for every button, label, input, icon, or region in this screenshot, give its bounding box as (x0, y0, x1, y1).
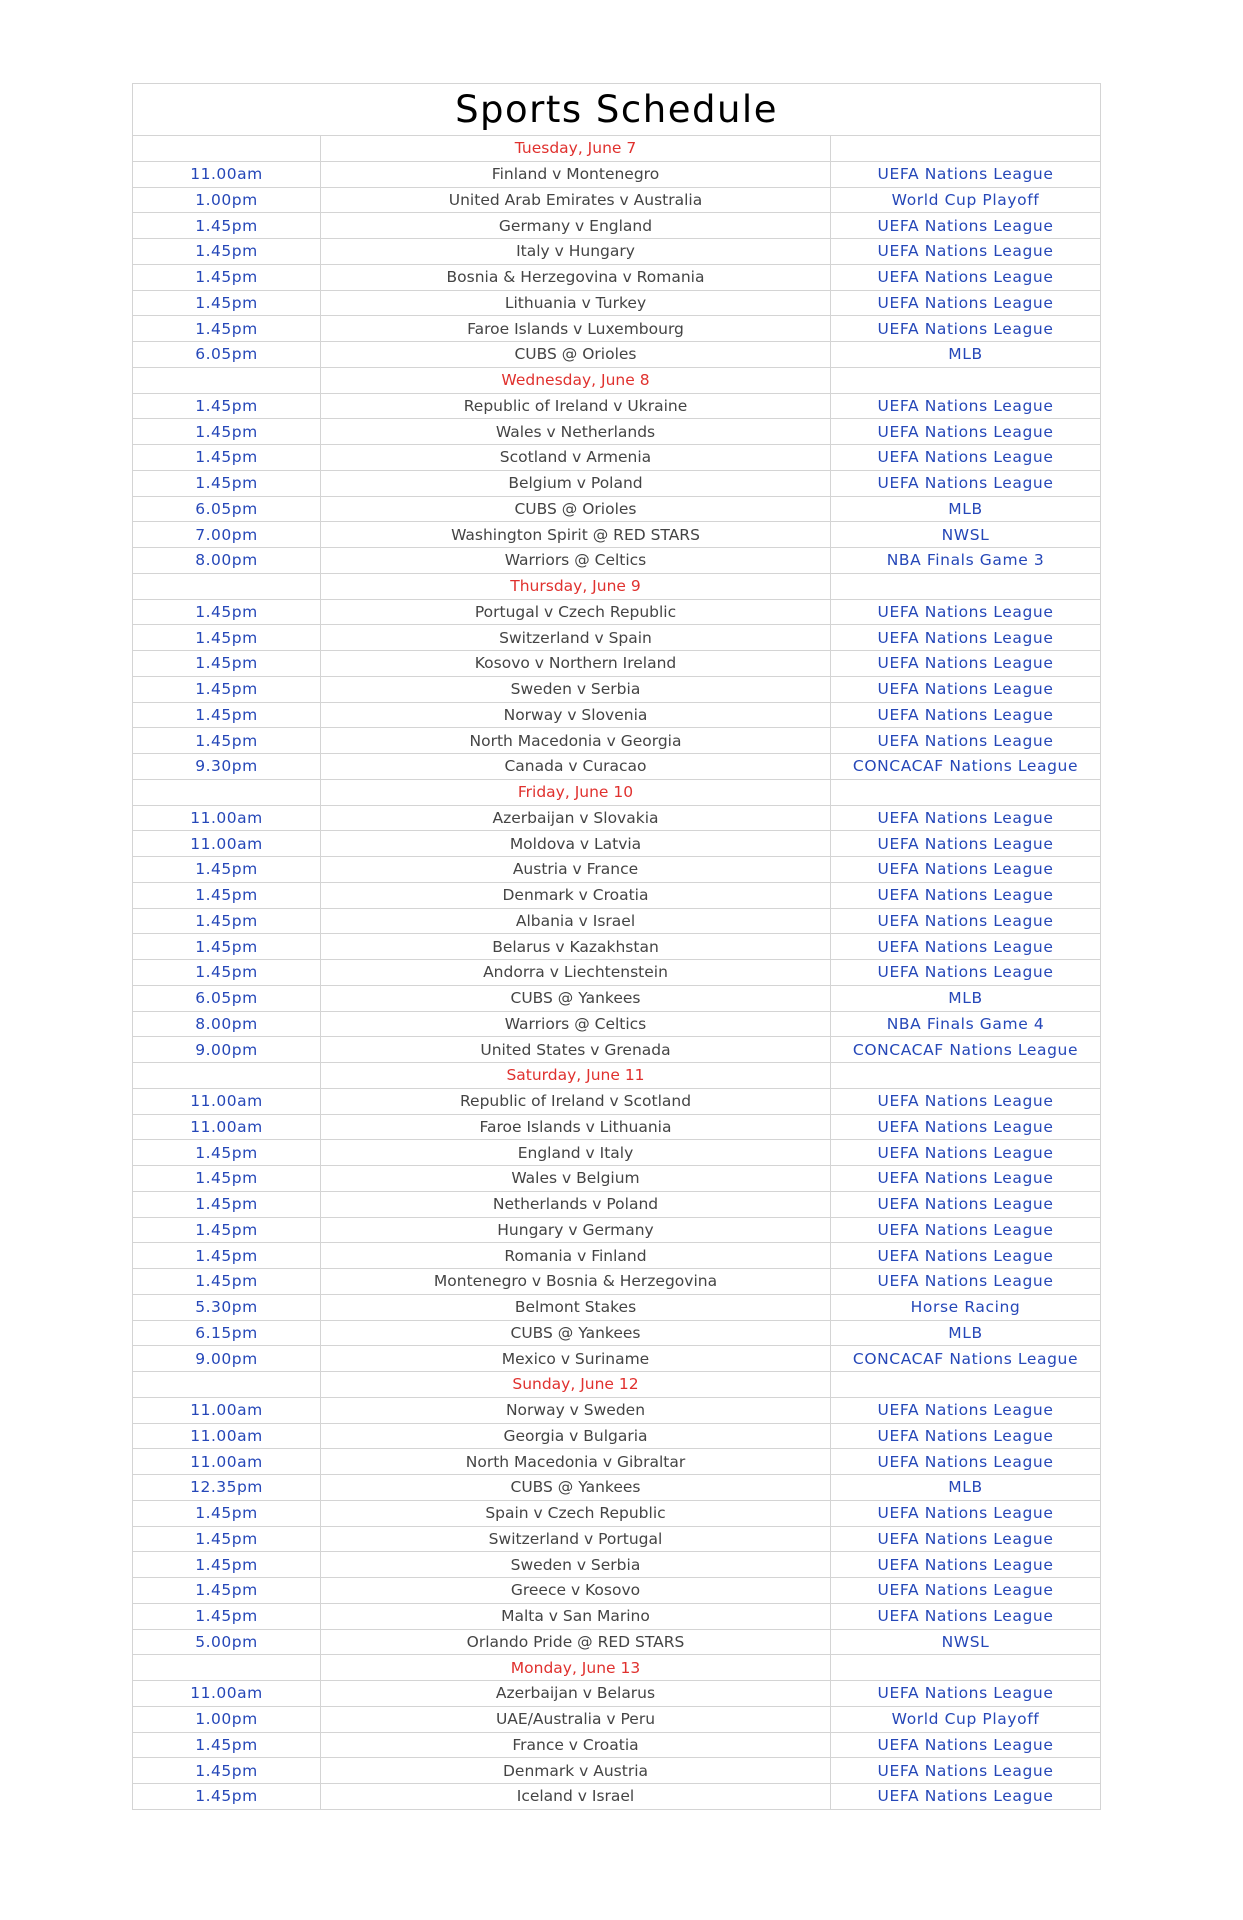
game-time: 1.45pm (133, 1191, 321, 1217)
game-row (133, 393, 1101, 419)
game-row (133, 934, 1101, 960)
game-competition: UEFA Nations League (831, 1166, 1101, 1192)
game-time: 11.00am (133, 1088, 321, 1114)
game-time: 1.45pm (133, 1166, 321, 1192)
game-row (133, 1732, 1101, 1758)
game-time: 1.45pm (133, 1526, 321, 1552)
game-matchup: Azerbaijan v Belarus (321, 1681, 831, 1707)
game-row (133, 754, 1101, 780)
game-matchup: CUBS @ Orioles (321, 496, 831, 522)
game-matchup: United Arab Emirates v Australia (321, 187, 831, 213)
game-time: 1.00pm (133, 187, 321, 213)
date-row (133, 136, 1101, 162)
game-time: 1.45pm (133, 1217, 321, 1243)
game-matchup: England v Italy (321, 1140, 831, 1166)
empty-cell (831, 573, 1101, 599)
date-row (133, 367, 1101, 393)
game-matchup: Finland v Montenegro (321, 161, 831, 187)
game-row (133, 1475, 1101, 1501)
game-time: 9.00pm (133, 1037, 321, 1063)
game-time: 1.45pm (133, 1578, 321, 1604)
game-competition: UEFA Nations League (831, 1552, 1101, 1578)
date-heading: Sunday, June 12 (321, 1372, 831, 1398)
game-matchup: CUBS @ Yankees (321, 1475, 831, 1501)
game-competition: MLB (831, 1320, 1101, 1346)
empty-cell (831, 1655, 1101, 1681)
game-matchup: Portugal v Czech Republic (321, 599, 831, 625)
game-competition: UEFA Nations League (831, 1088, 1101, 1114)
game-row (133, 728, 1101, 754)
game-row (133, 213, 1101, 239)
game-time: 7.00pm (133, 522, 321, 548)
game-matchup: Montenegro v Bosnia & Herzegovina (321, 1269, 831, 1295)
game-competition: CONCACAF Nations League (831, 1346, 1101, 1372)
game-matchup: Sweden v Serbia (321, 676, 831, 702)
game-matchup: CUBS @ Orioles (321, 342, 831, 368)
game-row (133, 1346, 1101, 1372)
game-time: 12.35pm (133, 1475, 321, 1501)
game-time: 11.00am (133, 805, 321, 831)
game-competition: UEFA Nations League (831, 1681, 1101, 1707)
game-time: 1.45pm (133, 960, 321, 986)
game-row (133, 342, 1101, 368)
game-matchup: Lithuania v Turkey (321, 290, 831, 316)
game-competition: UEFA Nations League (831, 934, 1101, 960)
game-competition: UEFA Nations League (831, 908, 1101, 934)
game-competition: CONCACAF Nations League (831, 1037, 1101, 1063)
game-time: 1.45pm (133, 1269, 321, 1295)
game-row (133, 161, 1101, 187)
game-competition: NBA Finals Game 4 (831, 1011, 1101, 1037)
game-row (133, 676, 1101, 702)
game-row (133, 831, 1101, 857)
game-time: 1.45pm (133, 728, 321, 754)
game-matchup: Canada v Curacao (321, 754, 831, 780)
game-row (133, 805, 1101, 831)
game-competition: CONCACAF Nations League (831, 754, 1101, 780)
game-matchup: Faroe Islands v Lithuania (321, 1114, 831, 1140)
game-matchup: Kosovo v Northern Ireland (321, 651, 831, 677)
game-row (133, 1088, 1101, 1114)
game-competition: UEFA Nations League (831, 445, 1101, 471)
game-matchup: France v Croatia (321, 1732, 831, 1758)
game-competition: UEFA Nations League (831, 264, 1101, 290)
date-heading: Saturday, June 11 (321, 1063, 831, 1089)
game-matchup: Norway v Slovenia (321, 702, 831, 728)
game-row (133, 548, 1101, 574)
game-competition: UEFA Nations League (831, 1578, 1101, 1604)
date-heading: Monday, June 13 (321, 1655, 831, 1681)
game-matchup: Albania v Israel (321, 908, 831, 934)
game-time: 1.45pm (133, 1758, 321, 1784)
empty-cell (831, 1063, 1101, 1089)
game-matchup: Faroe Islands v Luxembourg (321, 316, 831, 342)
game-row (133, 1037, 1101, 1063)
game-competition: UEFA Nations League (831, 1603, 1101, 1629)
game-competition: UEFA Nations League (831, 1191, 1101, 1217)
date-row (133, 573, 1101, 599)
game-competition: UEFA Nations League (831, 1500, 1101, 1526)
game-time: 1.45pm (133, 1732, 321, 1758)
game-matchup: North Macedonia v Gibraltar (321, 1449, 831, 1475)
game-competition: UEFA Nations League (831, 316, 1101, 342)
game-time: 1.45pm (133, 213, 321, 239)
game-row (133, 1243, 1101, 1269)
game-time: 1.45pm (133, 1603, 321, 1629)
game-competition: UEFA Nations League (831, 161, 1101, 187)
game-time: 1.45pm (133, 1500, 321, 1526)
game-time: 8.00pm (133, 548, 321, 574)
game-competition: UEFA Nations League (831, 393, 1101, 419)
empty-cell (133, 136, 321, 162)
game-row (133, 1217, 1101, 1243)
game-time: 1.45pm (133, 264, 321, 290)
game-time: 1.45pm (133, 599, 321, 625)
game-matchup: Wales v Belgium (321, 1166, 831, 1192)
game-time: 6.05pm (133, 985, 321, 1011)
game-competition: NBA Finals Game 3 (831, 548, 1101, 574)
game-matchup: Wales v Netherlands (321, 419, 831, 445)
game-matchup: Norway v Sweden (321, 1397, 831, 1423)
empty-cell (133, 1655, 321, 1681)
game-time: 9.00pm (133, 1346, 321, 1372)
empty-cell (831, 367, 1101, 393)
date-row (133, 1372, 1101, 1398)
game-time: 11.00am (133, 1423, 321, 1449)
empty-cell (831, 779, 1101, 805)
game-matchup: Mexico v Suriname (321, 1346, 831, 1372)
game-row (133, 1449, 1101, 1475)
empty-cell (133, 1063, 321, 1089)
game-row (133, 1269, 1101, 1295)
game-time: 1.45pm (133, 470, 321, 496)
game-time: 1.45pm (133, 908, 321, 934)
game-time: 1.45pm (133, 1552, 321, 1578)
game-competition: UEFA Nations League (831, 1217, 1101, 1243)
game-competition: UEFA Nations League (831, 625, 1101, 651)
game-matchup: Austria v France (321, 857, 831, 883)
game-row (133, 651, 1101, 677)
game-row (133, 1629, 1101, 1655)
game-time: 6.15pm (133, 1320, 321, 1346)
game-competition: MLB (831, 985, 1101, 1011)
game-row (133, 908, 1101, 934)
game-time: 5.30pm (133, 1294, 321, 1320)
game-row (133, 985, 1101, 1011)
game-matchup: Andorra v Liechtenstein (321, 960, 831, 986)
game-matchup: North Macedonia v Georgia (321, 728, 831, 754)
game-time: 1.45pm (133, 651, 321, 677)
date-heading: Thursday, June 9 (321, 573, 831, 599)
game-time: 1.45pm (133, 316, 321, 342)
game-row (133, 1320, 1101, 1346)
game-time: 11.00am (133, 161, 321, 187)
game-competition: UEFA Nations League (831, 960, 1101, 986)
game-row (133, 290, 1101, 316)
game-row (133, 1140, 1101, 1166)
game-time: 1.45pm (133, 1784, 321, 1810)
game-row (133, 445, 1101, 471)
game-row (133, 316, 1101, 342)
game-competition: UEFA Nations League (831, 1758, 1101, 1784)
game-row (133, 419, 1101, 445)
game-matchup: Belmont Stakes (321, 1294, 831, 1320)
game-time: 1.45pm (133, 419, 321, 445)
empty-cell (831, 136, 1101, 162)
game-time: 11.00am (133, 1397, 321, 1423)
game-row (133, 522, 1101, 548)
game-row (133, 1166, 1101, 1192)
game-competition: UEFA Nations League (831, 857, 1101, 883)
game-matchup: Germany v England (321, 213, 831, 239)
game-matchup: Malta v San Marino (321, 1603, 831, 1629)
game-competition: UEFA Nations League (831, 213, 1101, 239)
game-time: 11.00am (133, 1449, 321, 1475)
game-matchup: Republic of Ireland v Ukraine (321, 393, 831, 419)
date-row (133, 1063, 1101, 1089)
date-row (133, 1655, 1101, 1681)
game-matchup: Switzerland v Spain (321, 625, 831, 651)
game-row (133, 960, 1101, 986)
game-competition: UEFA Nations League (831, 1784, 1101, 1810)
game-time: 9.30pm (133, 754, 321, 780)
game-matchup: Sweden v Serbia (321, 1552, 831, 1578)
game-time: 1.45pm (133, 290, 321, 316)
game-competition: MLB (831, 1475, 1101, 1501)
empty-cell (133, 1372, 321, 1398)
game-matchup: United States v Grenada (321, 1037, 831, 1063)
game-row (133, 1603, 1101, 1629)
game-row (133, 187, 1101, 213)
game-row (133, 882, 1101, 908)
game-time: 8.00pm (133, 1011, 321, 1037)
game-competition: World Cup Playoff (831, 187, 1101, 213)
game-row (133, 599, 1101, 625)
game-row (133, 1526, 1101, 1552)
game-competition: UEFA Nations League (831, 805, 1101, 831)
game-competition: UEFA Nations League (831, 1526, 1101, 1552)
game-competition: UEFA Nations League (831, 419, 1101, 445)
game-row (133, 1578, 1101, 1604)
game-matchup: Hungary v Germany (321, 1217, 831, 1243)
game-row (133, 1552, 1101, 1578)
game-matchup: Azerbaijan v Slovakia (321, 805, 831, 831)
game-row (133, 1500, 1101, 1526)
game-time: 1.45pm (133, 1243, 321, 1269)
game-competition: NWSL (831, 1629, 1101, 1655)
game-competition: UEFA Nations League (831, 1269, 1101, 1295)
game-competition: Horse Racing (831, 1294, 1101, 1320)
game-time: 11.00am (133, 1114, 321, 1140)
game-competition: UEFA Nations League (831, 1732, 1101, 1758)
game-competition: UEFA Nations League (831, 239, 1101, 265)
game-matchup: Warriors @ Celtics (321, 548, 831, 574)
game-row (133, 857, 1101, 883)
game-row (133, 496, 1101, 522)
game-time: 11.00am (133, 831, 321, 857)
game-competition: UEFA Nations League (831, 290, 1101, 316)
game-row (133, 1758, 1101, 1784)
empty-cell (133, 779, 321, 805)
game-matchup: Belgium v Poland (321, 470, 831, 496)
game-competition: UEFA Nations League (831, 702, 1101, 728)
game-row (133, 239, 1101, 265)
game-time: 1.45pm (133, 239, 321, 265)
game-time: 1.45pm (133, 625, 321, 651)
game-competition: World Cup Playoff (831, 1706, 1101, 1732)
date-heading: Tuesday, June 7 (321, 136, 831, 162)
game-matchup: Spain v Czech Republic (321, 1500, 831, 1526)
game-matchup: Bosnia & Herzegovina v Romania (321, 264, 831, 290)
game-time: 11.00am (133, 1681, 321, 1707)
game-time: 1.45pm (133, 445, 321, 471)
game-matchup: Denmark v Croatia (321, 882, 831, 908)
game-matchup: Romania v Finland (321, 1243, 831, 1269)
game-competition: UEFA Nations League (831, 1423, 1101, 1449)
game-time: 1.00pm (133, 1706, 321, 1732)
game-time: 6.05pm (133, 496, 321, 522)
game-matchup: Orlando Pride @ RED STARS (321, 1629, 831, 1655)
game-competition: UEFA Nations League (831, 831, 1101, 857)
game-competition: UEFA Nations League (831, 882, 1101, 908)
game-competition: UEFA Nations League (831, 728, 1101, 754)
game-time: 1.45pm (133, 702, 321, 728)
game-row (133, 1423, 1101, 1449)
game-matchup: Belarus v Kazakhstan (321, 934, 831, 960)
date-heading: Wednesday, June 8 (321, 367, 831, 393)
game-row (133, 1294, 1101, 1320)
game-matchup: CUBS @ Yankees (321, 985, 831, 1011)
game-matchup: Republic of Ireland v Scotland (321, 1088, 831, 1114)
game-row (133, 470, 1101, 496)
game-competition: NWSL (831, 522, 1101, 548)
game-time: 1.45pm (133, 393, 321, 419)
game-row (133, 264, 1101, 290)
game-matchup: Denmark v Austria (321, 1758, 831, 1784)
game-competition: UEFA Nations League (831, 1140, 1101, 1166)
game-matchup: Washington Spirit @ RED STARS (321, 522, 831, 548)
game-row (133, 625, 1101, 651)
game-competition: UEFA Nations League (831, 1114, 1101, 1140)
game-matchup: Greece v Kosovo (321, 1578, 831, 1604)
empty-cell (831, 1372, 1101, 1398)
game-competition: UEFA Nations League (831, 1243, 1101, 1269)
game-row (133, 1784, 1101, 1810)
game-time: 1.45pm (133, 934, 321, 960)
game-competition: MLB (831, 342, 1101, 368)
game-competition: UEFA Nations League (831, 1397, 1101, 1423)
game-matchup: CUBS @ Yankees (321, 1320, 831, 1346)
page-title: Sports Schedule (133, 84, 1101, 136)
game-matchup: Moldova v Latvia (321, 831, 831, 857)
game-matchup: Switzerland v Portugal (321, 1526, 831, 1552)
game-time: 1.45pm (133, 676, 321, 702)
game-row (133, 1191, 1101, 1217)
empty-cell (133, 573, 321, 599)
empty-cell (133, 367, 321, 393)
game-competition: UEFA Nations League (831, 599, 1101, 625)
game-competition: UEFA Nations League (831, 1449, 1101, 1475)
game-time: 6.05pm (133, 342, 321, 368)
game-matchup: UAE/Australia v Peru (321, 1706, 831, 1732)
game-competition: UEFA Nations League (831, 676, 1101, 702)
date-heading: Friday, June 10 (321, 779, 831, 805)
title-row (133, 84, 1101, 136)
game-row (133, 1706, 1101, 1732)
game-matchup: Georgia v Bulgaria (321, 1423, 831, 1449)
game-matchup: Netherlands v Poland (321, 1191, 831, 1217)
game-time: 1.45pm (133, 857, 321, 883)
game-time: 1.45pm (133, 1140, 321, 1166)
date-row (133, 779, 1101, 805)
game-time: 1.45pm (133, 882, 321, 908)
game-competition: UEFA Nations League (831, 651, 1101, 677)
game-row (133, 1681, 1101, 1707)
game-row (133, 1011, 1101, 1037)
schedule-table (132, 83, 1101, 1810)
schedule-body (133, 84, 1101, 1810)
game-competition: MLB (831, 496, 1101, 522)
game-matchup: Italy v Hungary (321, 239, 831, 265)
game-matchup: Iceland v Israel (321, 1784, 831, 1810)
game-row (133, 702, 1101, 728)
game-row (133, 1397, 1101, 1423)
game-row (133, 1114, 1101, 1140)
game-matchup: Warriors @ Celtics (321, 1011, 831, 1037)
game-time: 5.00pm (133, 1629, 321, 1655)
game-matchup: Scotland v Armenia (321, 445, 831, 471)
game-competition: UEFA Nations League (831, 470, 1101, 496)
